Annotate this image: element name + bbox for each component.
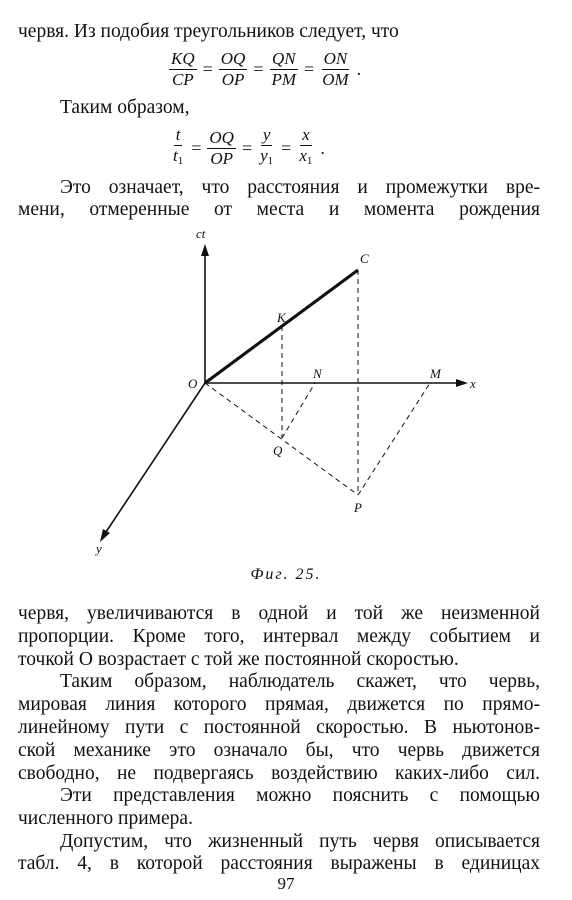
text-line: Таким образом, наблюдатель скажет, что червь, [60,671,540,692]
fraction [171,126,185,170]
equation-similarity [166,50,364,89]
label-O: O [188,376,198,391]
equals-sign: = [241,137,253,158]
denominator: CP [171,70,194,89]
page-number: 97 [277,874,295,893]
numerator: t [175,125,181,144]
numerator: y [262,125,271,144]
text-line: линейному пути с постоянной скоростью. В ньютонов- [18,717,540,738]
denominator: OP [210,148,233,168]
period: . [356,59,362,79]
text-line: Это означает, что расстояния и промежутки вре- [60,177,540,198]
equation-proportion [168,126,328,170]
text-line: численного примера. [18,808,193,829]
text-line: пропорции. Кроме того, интервал между событием и [18,626,540,647]
subscript: 1 [177,155,184,167]
numerator: OQ [209,127,234,147]
label-N: N [313,366,322,381]
subscript: 1 [267,155,274,167]
dashed-QN [282,383,315,438]
fraction [258,126,275,170]
label-M: M [430,366,441,381]
y-axis [104,383,205,535]
text-line: мени, отмеренные от места и момента рождения [18,199,540,220]
fraction [207,129,236,168]
x-axis-arrow [456,379,468,387]
label-Q: Q [273,443,283,458]
text-line: Допустим, что жизненный путь червя описывается [60,831,540,852]
fraction [297,126,314,170]
denominator: OP [221,70,245,89]
figure-25-diagram [0,220,572,560]
fraction [270,50,299,89]
label-x: x [470,376,476,391]
numerator: OQ [220,49,246,68]
fraction [219,50,248,89]
denominator: PM [271,70,297,89]
label-K: K [277,310,286,325]
label-ct: ct [196,226,206,241]
text-line: ской механике это означало бы, что червь движется [18,740,540,761]
equals-sign: = [202,59,213,79]
text-line: точкой O возрастает с той же постоянной скоростью. [18,649,459,670]
denominator [171,146,185,170]
text-line: Эти представления можно пояснить с помощью [60,785,540,806]
dashed-PM [358,383,430,495]
text-line: табл. 4, в которой расстояния выражены в единицах [18,853,540,874]
equals-sign: = [191,137,202,158]
equals-sign: = [304,59,315,79]
numerator: x [302,125,310,144]
denominator-base: y [260,146,268,165]
label-C: C [360,251,369,266]
period: . [320,137,325,158]
text-line: свободно, не подвергаясь воздействию каких-либо сил. [18,763,540,784]
denominator [258,146,275,170]
fraction [169,50,197,89]
numerator: QN [271,49,296,68]
text-line: мировая линия которого прямая, движется по прямо- [18,694,540,715]
text-line: червя, увеличиваются в одной и той же неизменной [18,603,540,624]
denominator [297,146,314,170]
denominator-base: t [173,146,178,165]
denominator-base: x [299,146,307,165]
text-line: Таким образом, [60,97,190,118]
label-y: y [96,541,102,556]
equals-sign: = [281,137,292,158]
denominator: OM [322,70,349,89]
ct-axis-arrow [201,244,209,256]
figure-caption: Фиг. 25. [250,566,322,583]
equals-sign: = [253,59,264,79]
numerator: KQ [171,49,195,68]
fraction [320,50,350,89]
numerator: ON [323,49,348,68]
subscript: 1 [306,155,313,167]
text-line: червя. Из подобия треугольников следует, что [18,21,399,42]
label-P: P [354,500,362,515]
